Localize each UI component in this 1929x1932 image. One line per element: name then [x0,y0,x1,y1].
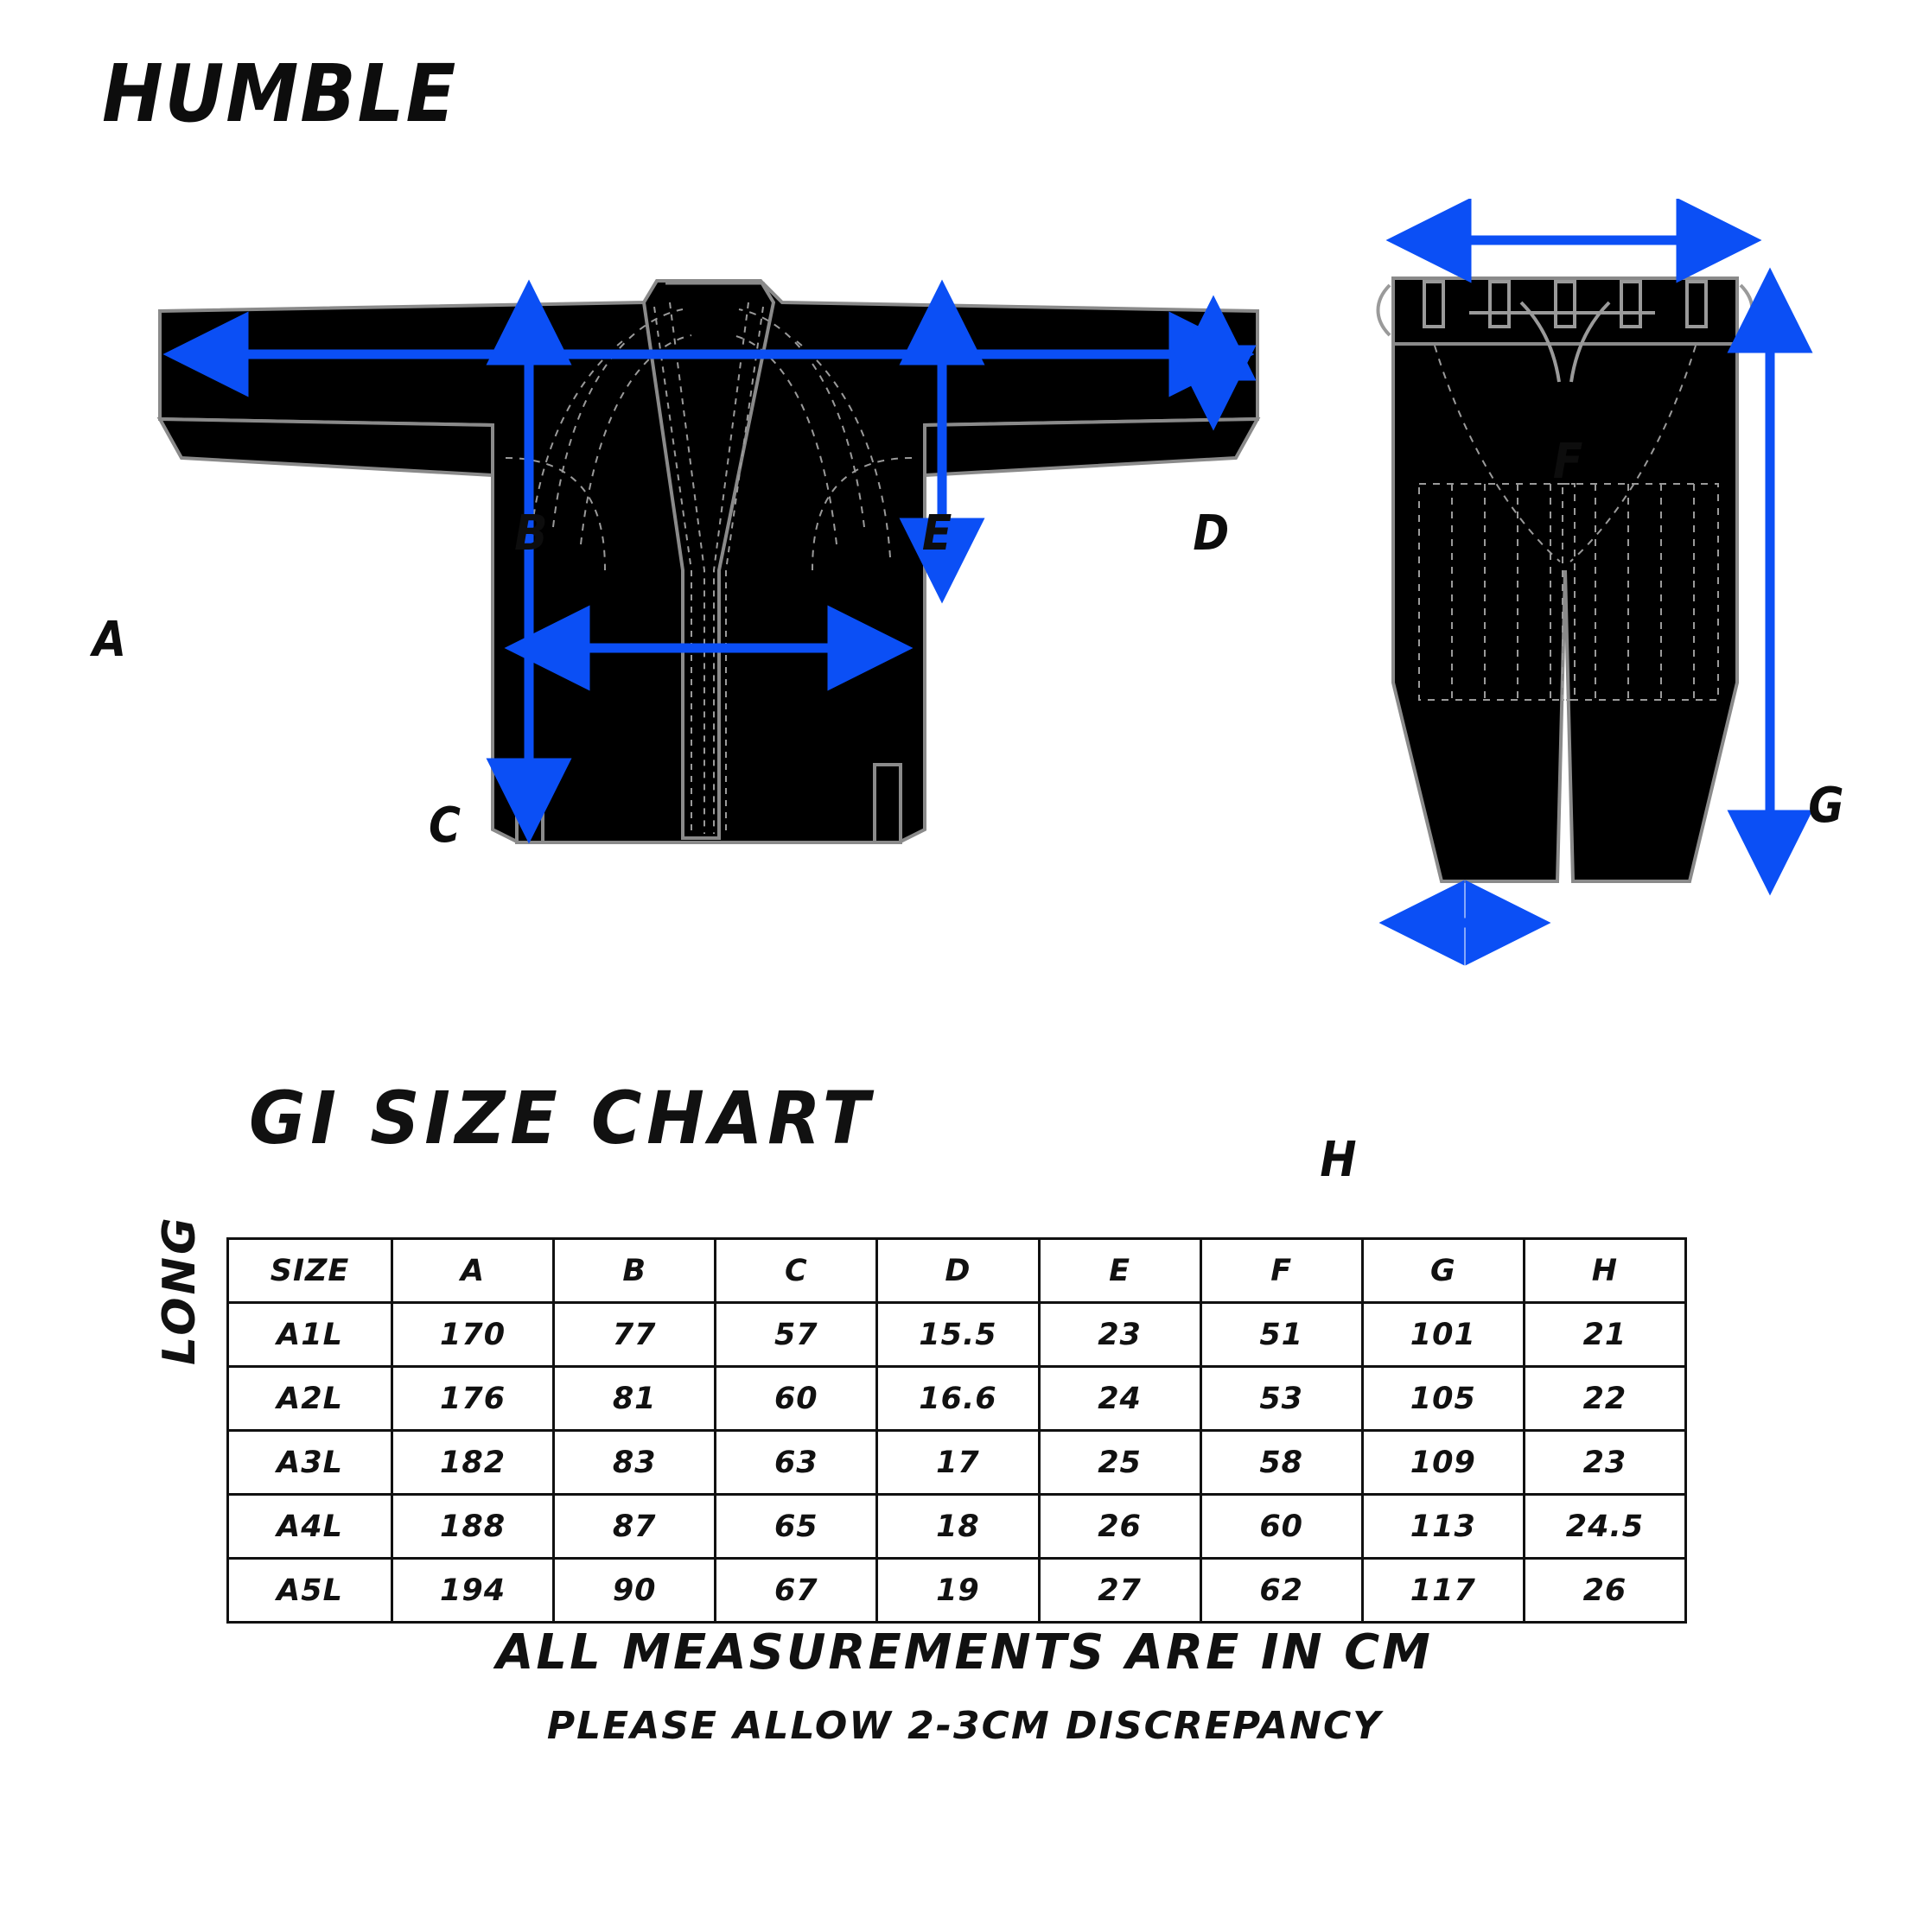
measure-label-D: D [1193,505,1230,562]
table-cell: 90 [554,1559,716,1623]
table-cell: 170 [392,1303,554,1367]
size-chart-table-wrapper [226,1237,1687,1624]
table-row [228,1367,1686,1431]
table-header-cell: F [1200,1239,1362,1303]
measure-label-G: G [1808,778,1844,834]
row-group-label: LONG [154,1215,206,1365]
table-cell: 113 [1362,1495,1524,1559]
table-header-cell: E [1039,1239,1200,1303]
table-cell: A4L [228,1495,392,1559]
measure-label-C: C [429,798,462,854]
table-cell: 53 [1200,1367,1362,1431]
table-cell: 87 [554,1495,716,1559]
table-cell: 16.6 [877,1367,1039,1431]
table-cell: 27 [1039,1559,1200,1623]
measure-label-B: B [514,505,548,562]
table-cell: 101 [1362,1303,1524,1367]
table-cell: 23 [1524,1431,1685,1495]
pants-illustration [1378,278,1753,881]
table-row [228,1559,1686,1623]
table-header-cell: G [1362,1239,1524,1303]
table-cell: 62 [1200,1559,1362,1623]
table-cell: 77 [554,1303,716,1367]
table-header-cell: H [1524,1239,1685,1303]
table-cell: A1L [228,1303,392,1367]
table-cell: 83 [554,1431,716,1495]
table-cell: 21 [1524,1303,1685,1367]
measure-label-H: H [1320,1132,1357,1188]
page-title: GI SIZE CHART [249,1076,875,1160]
table-cell: 24 [1039,1367,1200,1431]
table-cell: 81 [554,1367,716,1431]
table-cell: 19 [877,1559,1039,1623]
table-cell: 63 [716,1431,877,1495]
table-header-row [228,1239,1686,1303]
table-cell: 65 [716,1495,877,1559]
table-cell: 182 [392,1431,554,1495]
table-cell: 60 [1200,1495,1362,1559]
table-row [228,1303,1686,1367]
table-cell: 105 [1362,1367,1524,1431]
table-cell: 23 [1039,1303,1200,1367]
size-chart-table [226,1237,1687,1624]
table-cell: A3L [228,1431,392,1495]
table-row [228,1495,1686,1559]
measure-label-E: E [921,505,952,562]
table-cell: 22 [1524,1367,1685,1431]
table-header-cell: SIZE [228,1239,392,1303]
table-header-cell: C [716,1239,877,1303]
table-cell: 67 [716,1559,877,1623]
measurement-units-note: ALL MEASUREMENTS ARE IN CM [496,1624,1433,1681]
table-cell: 26 [1039,1495,1200,1559]
table-cell: 26 [1524,1559,1685,1623]
table-cell: 58 [1200,1431,1362,1495]
table-cell: 51 [1200,1303,1362,1367]
measure-label-A: A [92,612,127,668]
table-cell: 109 [1362,1431,1524,1495]
table-cell: 57 [716,1303,877,1367]
brand-logo: HUMBLE [102,48,458,140]
table-cell: A2L [228,1367,392,1431]
table-cell: 194 [392,1559,554,1623]
table-row [228,1431,1686,1495]
discrepancy-note: PLEASE ALLOW 2-3CM DISCREPANCY [546,1704,1383,1748]
table-header-cell: B [554,1239,716,1303]
table-cell: 25 [1039,1431,1200,1495]
table-header-cell: D [877,1239,1039,1303]
garment-diagram-svg [0,199,1929,1063]
table-header-cell: A [392,1239,554,1303]
table-cell: A5L [228,1559,392,1623]
table-cell: 176 [392,1367,554,1431]
table-cell: 60 [716,1367,877,1431]
table-cell: 15.5 [877,1303,1039,1367]
table-cell: 18 [877,1495,1039,1559]
table-cell: 117 [1362,1559,1524,1623]
table-cell: 17 [877,1431,1039,1495]
jacket-illustration [160,281,1257,842]
table-cell: 188 [392,1495,554,1559]
table-cell: 24.5 [1524,1495,1685,1559]
measure-label-F: F [1552,434,1583,490]
